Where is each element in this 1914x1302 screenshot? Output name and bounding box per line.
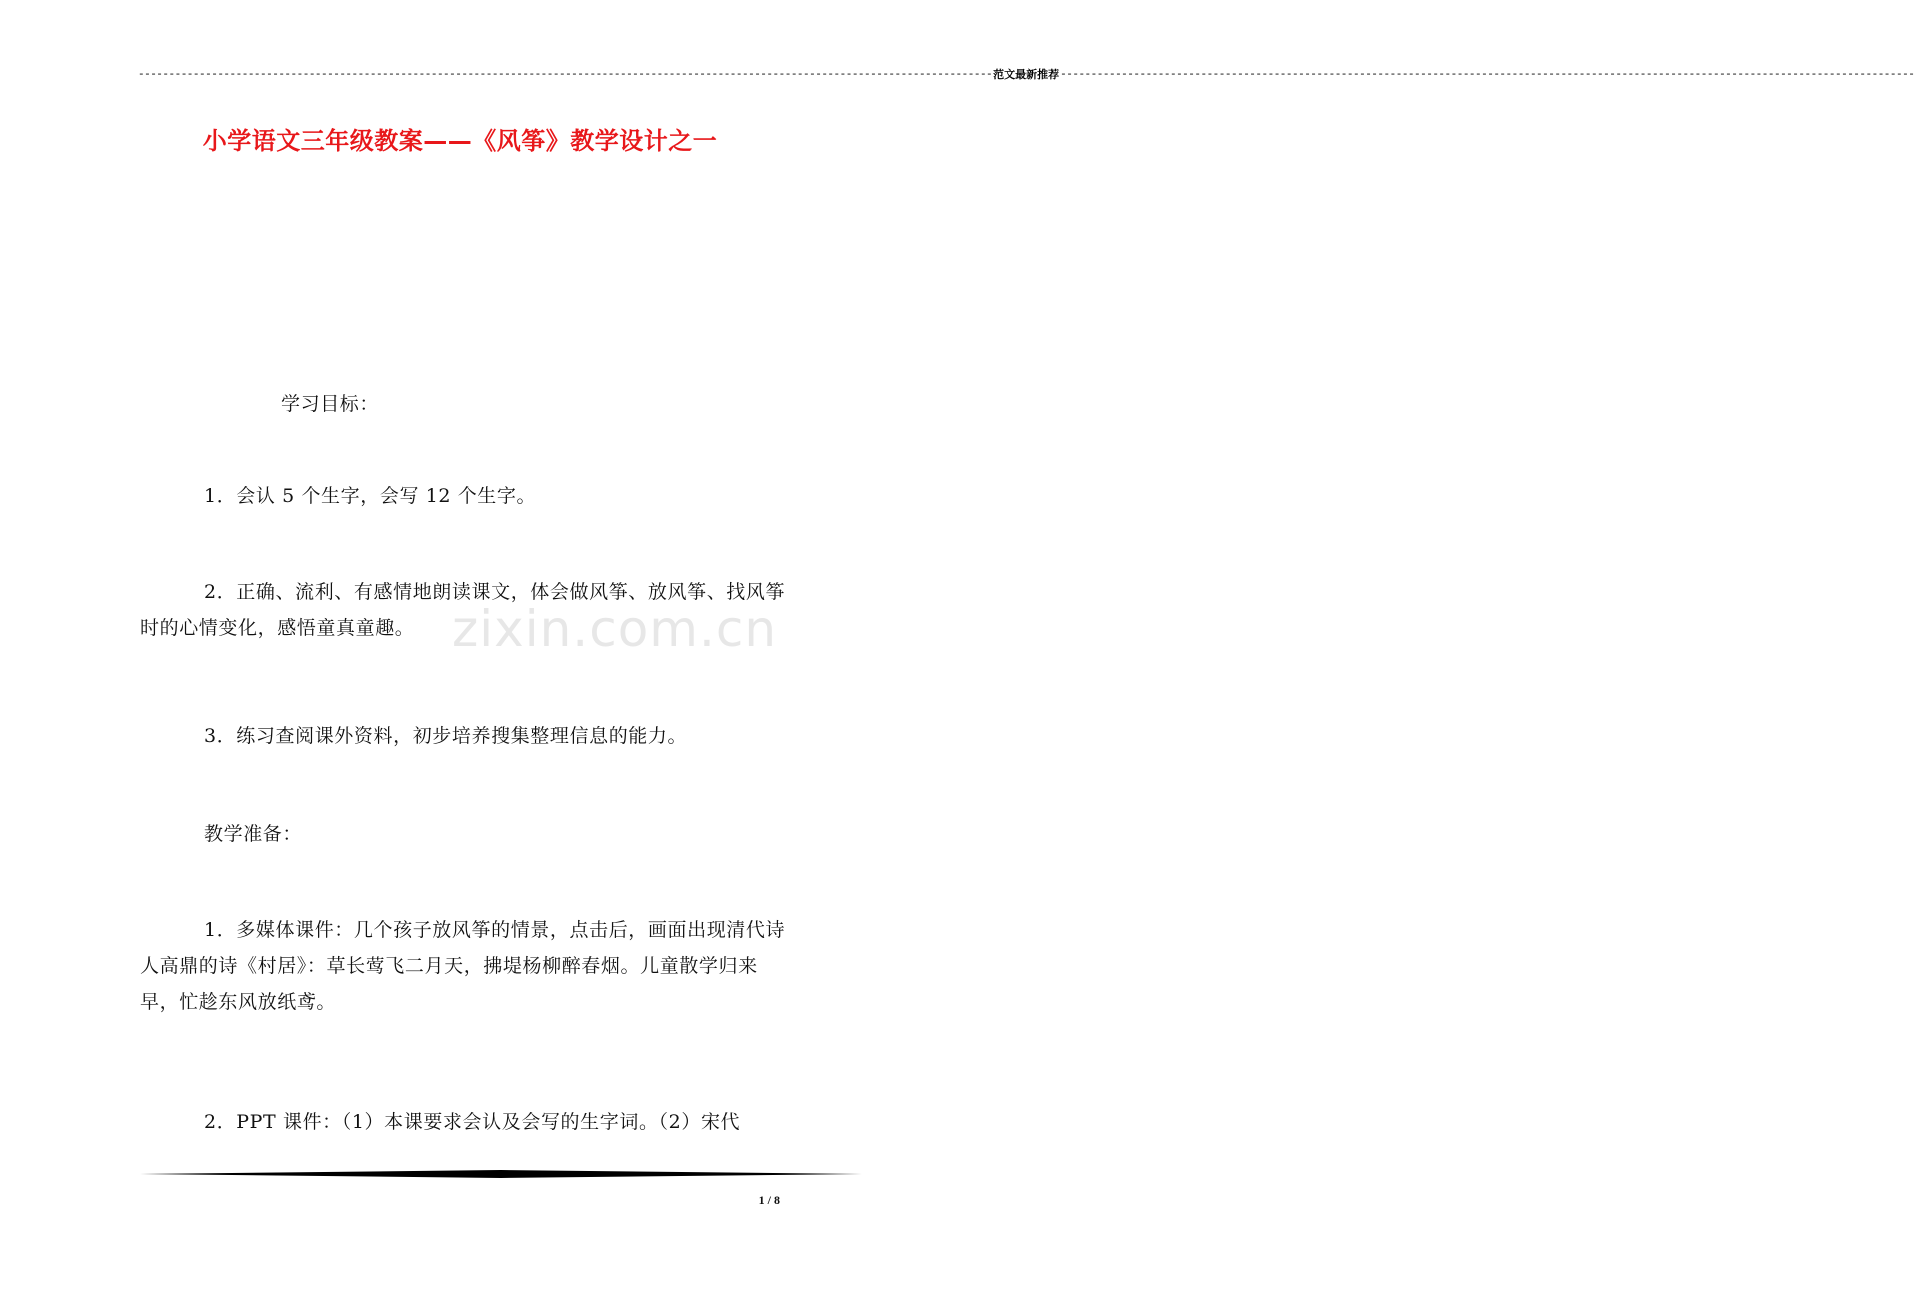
prep-item-2: 2．PPT 课件：（1）本课要求会认及会写的生字词。（2）宋代 [204, 1111, 741, 1133]
watermark: zixin.com.cn [452, 600, 778, 658]
goal-item-2: 2．正确、流利、有感情地朗读课文，体会做风筝、放风筝、找风筝时的心情变化，感悟童真童趣。 [140, 581, 786, 639]
footer-rule [140, 1170, 862, 1180]
goals-heading: 学习目标： [281, 393, 380, 415]
goal-item-3: 3．练习查阅课外资料，初步培养搜集整理信息的能力。 [204, 725, 688, 747]
prep-item-1: 1．多媒体课件：几个孩子放风筝的情景，点击后，画面出现清代诗人高鼎的诗《村居》：草长莺飞二月天，拂堤杨柳醉春烟。儿童散学归来早，忙趁东风放纸鸢。 [140, 919, 786, 1013]
header-banner [138, 68, 1914, 82]
header-tag: 范文最新推荐 [993, 68, 1060, 81]
page-number: 1 / 8 [758, 1193, 780, 1207]
prep-heading: 教学准备： [204, 823, 303, 845]
header-dash-right: -------------------------------------------------------------------------------------------------------------------------------------------- [1060, 69, 1914, 81]
document-title: 小学语文三年级教案——《风筝》教学设计之一 [202, 127, 718, 155]
goal-item-1: 1．会认 5 个生字，会写 12 个生字。 [204, 485, 537, 507]
header-dash-left: -------------------------------------------------------------------------------------------------------------------------------------------- [138, 69, 993, 81]
